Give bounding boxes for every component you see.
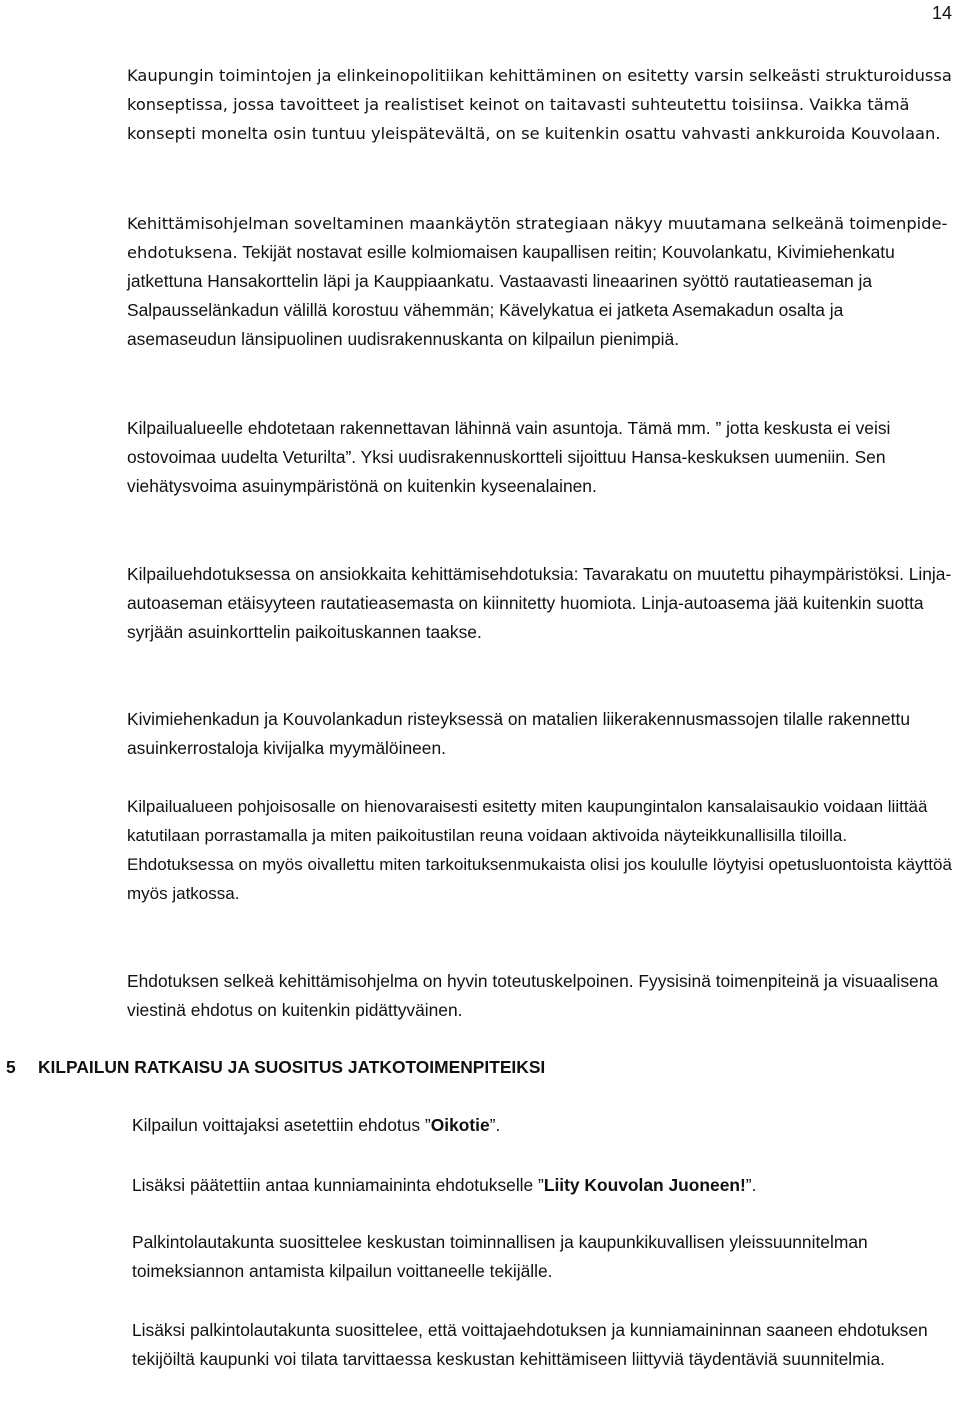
section-title: KILPAILUN RATKAISU JA SUOSITUS JATKOTOIMENPITEIKSI <box>38 1057 546 1077</box>
honorable-mention-statement <box>132 1171 952 1200</box>
winner-name: Oikotie <box>430 1115 490 1135</box>
paragraph-intersection: Kivimiehenkadun ja Kouvolankadun risteyksessä on matalien liikerakennusmassojen tilalle rakennettu asuinkerrostaloja kivijalka myymälöineen. <box>127 709 911 758</box>
paragraph-land-use <box>127 209 953 354</box>
paragraph-concept: Kaupungin toimintojen ja elinkeinopolitiikan kehittäminen on esitetty varsin selkeästi strukturoidussa konseptissa, jossa tavoitteet ja realistiset keinot on taitavasti suhteutettu toisiinsa. Vaikka tämä konsepti monelta osin tuntuu yleispätevältä, on se kuitenkin osattu vahvasti ankkuroida Kouvolaan. <box>127 66 952 143</box>
winner-prefix: Kilpailun voittajaksi asetettiin ehdotus ” <box>132 1115 431 1135</box>
honorable-suffix: ”. <box>745 1175 757 1195</box>
page-number: 14 <box>931 3 952 23</box>
paragraph-land-use-body: Tekijät nostavat esille kolmiomaisen kaupallisen reitin; Kouvolankatu, Kivimiehenkatu jatkettuna Hansakorttelin läpi ja Kauppiaankatu. Vastaavasti lineaarinen syöttö rautatieaseman ja Salpausselänkadun välillä korostuu vähemmän; Kävelykatua ei jatketa Asemakadun osalta ja asemaseudun länsipuolinen uudisrakennuskanta on kilpailun pienimpiä. <box>127 242 895 349</box>
paragraph-merits: Kilpailuehdotuksessa on ansiokkaita kehittämisehdotuksia: Tavarakatu on muutettu pihaympäristöksi. Linja-autoaseman etäisyyteen rautatieasemasta on kiinnitetty huomiota. Linja-autoasema jää kuitenkin suotta syrjään asuinkorttelin paikoituskannen taakse. <box>127 564 952 642</box>
honorable-prefix: Lisäksi päätettiin antaa kunniamaininta ehdotukselle ” <box>132 1175 544 1195</box>
winner-statement <box>132 1111 952 1140</box>
recommendation-commission: Palkintolautakunta suosittelee keskustan toiminnallisen ja kaupunkikuvallisen yleissuunnitelman toimeksiannon antamista kilpailun voittaneelle tekijälle. <box>132 1232 868 1281</box>
paragraph-land-use-intro: Kehittämisohjelman soveltaminen maankäytön strategiaan näkyy muutamana selkeänä toimenpide-ehdotuksena. <box>127 214 948 262</box>
winner-suffix: ”. <box>489 1115 501 1135</box>
paragraph-summary: Ehdotuksen selkeä kehittämisohjelma on hyvin toteutuskelpoinen. Fyysisinä toimenpiteinä ja visuaalisena viestinä ehdotus on kuitenkin pidättyväinen. <box>127 971 939 1020</box>
recommendation-additional-plans: Lisäksi palkintolautakunta suosittelee, että voittajaehdotuksen ja kunniamaininnan saaneen ehdotuksen tekijöiltä kaupunki voi tilata tarvittaessa keskustan kehittämiseen liittyviä täydentäviä suunnitelmia. <box>132 1320 928 1369</box>
paragraph-north-area: Kilpailualueen pohjoisosalle on hienovaraisesti esitetty miten kaupungintalon kansalaisaukio voidaan liittää katutilaan porrastamalla ja miten paikoitustilan reuna voidaan aktivoida näyteikkunallisilla tiloilla. Ehdotuksessa on myös oivallettu miten tarkoituksenmukaista olisi jos koululle löytyisi opetusluontoista käyttöä myös jatkossa. <box>127 797 952 903</box>
section-number: 5 <box>6 1057 16 1077</box>
honorable-name: Liity Kouvolan Juoneen! <box>543 1175 746 1195</box>
paragraph-housing: Kilpailualueelle ehdotetaan rakennettavan lähinnä vain asuntoja. Tämä mm. ” jotta keskusta ei veisi ostovoimaa uudelta Veturilta”. Yksi uudisrakennuskortteli sijoittuu Hansa-keskuksen uumeniin. Sen viehätysvoima asuinympäristönä on kuitenkin kyseenalainen. <box>127 418 891 496</box>
